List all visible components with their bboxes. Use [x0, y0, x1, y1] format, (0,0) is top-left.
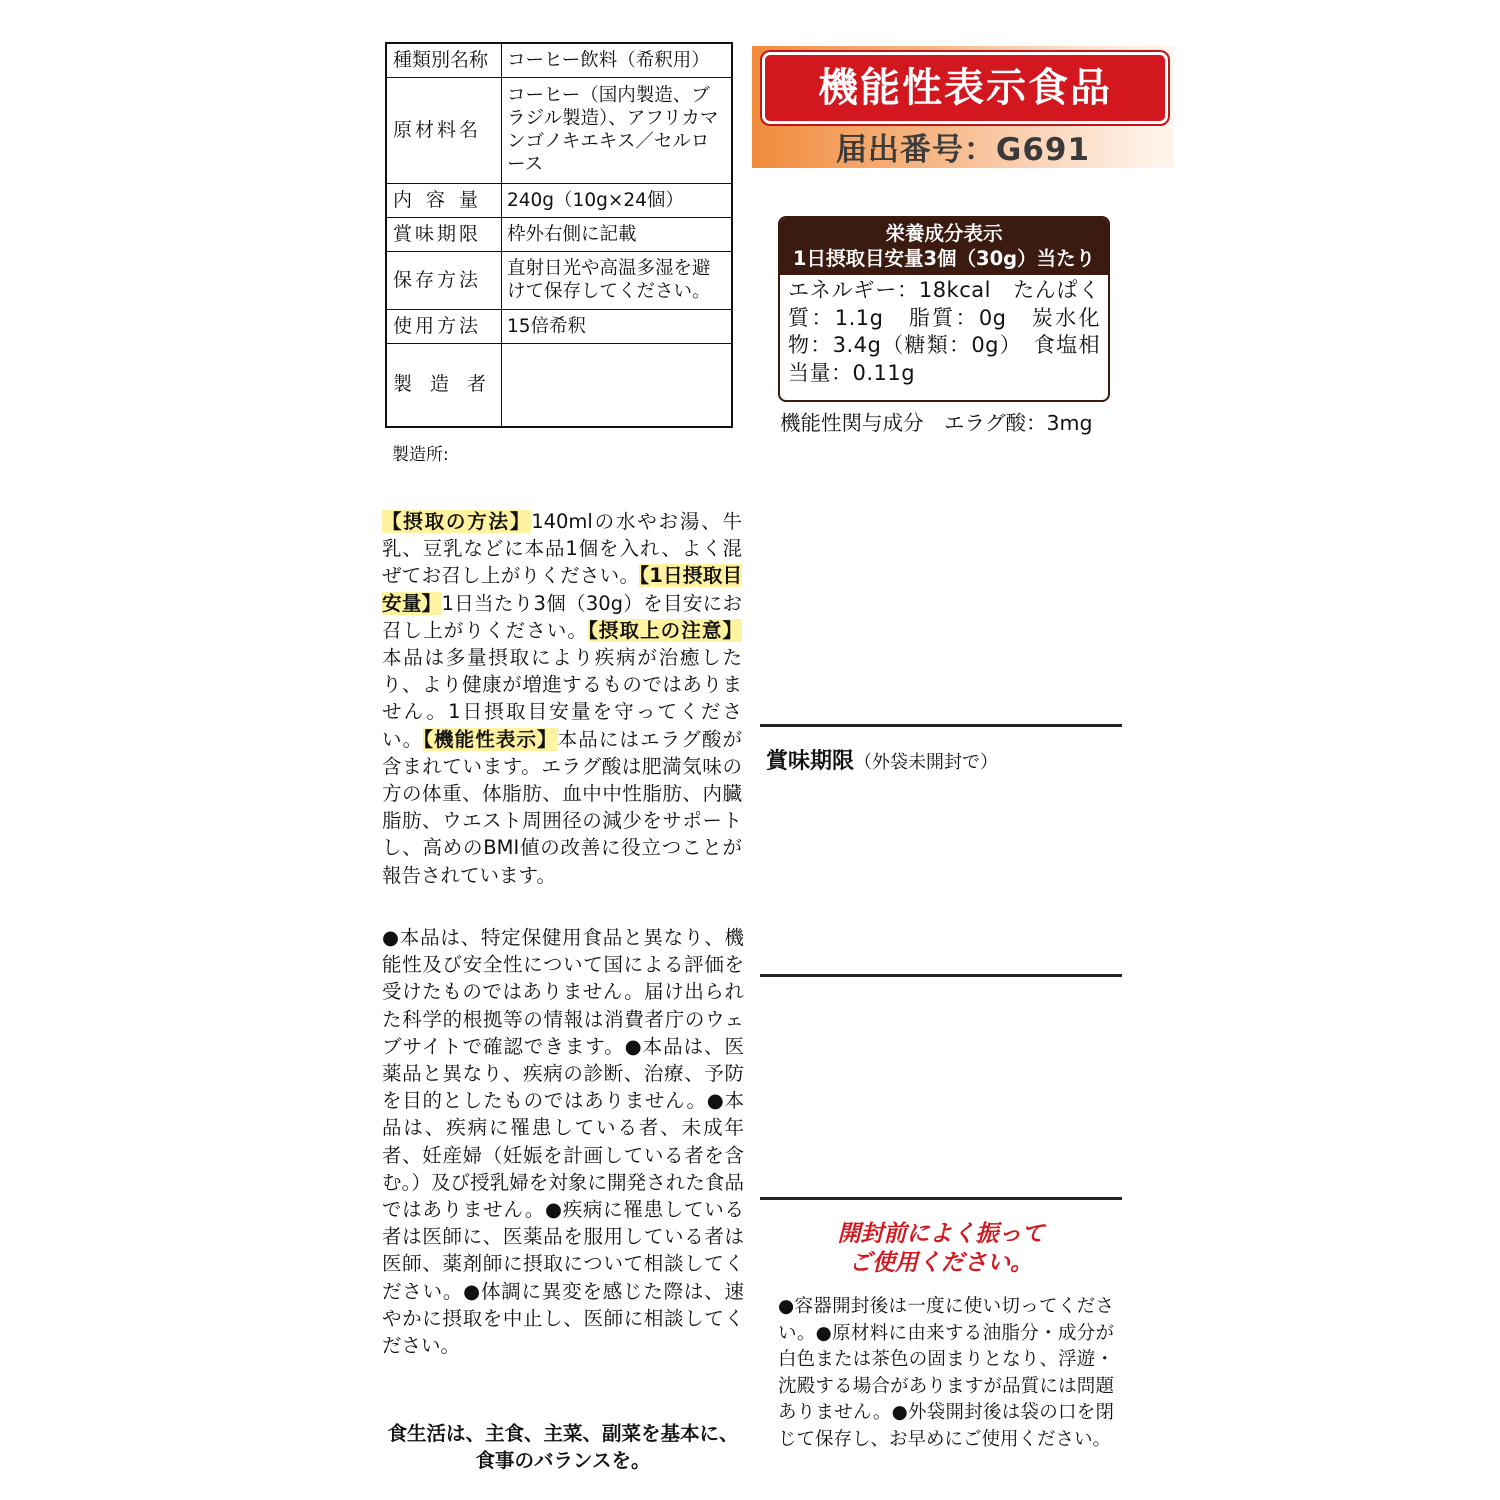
functional-food-title: 機能性表示食品 — [762, 52, 1168, 124]
intake-method-heading: 【摂取の方法】 — [382, 510, 532, 533]
label-row-type — [386, 43, 732, 77]
shake-line-1: 開封前によく振って — [837, 1221, 1045, 1247]
daily-amount-heading: 【1日摂取目安量】 — [382, 564, 742, 615]
label-key: 種類別名称 — [386, 43, 502, 77]
label-value: 240g（10g×24個） — [502, 183, 733, 217]
factory-note: 製造所: — [392, 445, 449, 465]
label-value: 15倍希釈 — [502, 309, 733, 343]
intake-caution-text: 本品は多量摂取により疾病が治癒したり、より健康が増進するものではありません。1日摂取目安量を守ってください。 — [382, 646, 742, 751]
intake-caution-heading: 【摂取上の注意】 — [588, 618, 742, 642]
diet-line-1: 食生活は、主食、主菜、副菜を基本に、 — [387, 1422, 739, 1445]
label-row-content — [386, 183, 732, 217]
intake-method-text: 140mlの水やお湯、牛乳、豆乳などに本品1個を入れ、よく混ぜてお召し上がりください。 — [382, 510, 742, 588]
best-before-note: （外袋未開封で） — [854, 752, 999, 773]
divider — [760, 724, 1122, 727]
intake-instructions — [382, 508, 742, 889]
label-row-bestbefore — [386, 217, 732, 251]
diet-line-2: 食事のバランスを。 — [475, 1449, 651, 1472]
caution-text: ●本品は、特定保健用食品と異なり、機能性及び安全性について国による評価を受けたものではありません。届け出られた科学的根拠等の情報は消費者庁のウェブサイトで確認できます。●本品は、医薬品と異なり、疾病の診断、治療、予防を目的としたものではありません。●本品は、疾病に罹患している者、未成年者、妊産婦（妊娠を計画している者を含む。）及び授乳婦を対象に開発された食品ではありません。●疾病に罹患している者は医師に、医薬品を服用している者は医師、薬剤師に摂取について相談してください。●体調に異変を感じた際は、速やかに摂取を中止し、医師に相談してください。 — [382, 926, 744, 1358]
divider — [760, 974, 1122, 977]
shake-notice — [760, 1220, 1122, 1278]
best-before-title: 賞味期限 — [766, 749, 855, 774]
after-opening-notes: ●容器開封後は一度に使い切ってください。●原材料に由来する油脂分・成分が白色または茶色の固まりとなり、浮遊・沈殿する場合がありますが品質には問題ありません。●外袋開封後は袋の口を閉じて保存し、お早めにご使用ください。 — [778, 1296, 1114, 1450]
divider — [760, 1197, 1122, 1200]
label-row-maker — [386, 343, 732, 427]
nutrition-facts-box — [778, 216, 1110, 402]
nutrition-title: 栄養成分表示 — [885, 222, 1003, 245]
label-value: 直射日光や高温多湿を避けて保存してください。 — [502, 251, 733, 309]
shake-line-2: ご使用ください。 — [849, 1250, 1033, 1276]
nutrition-serving: 1日摂取目安量3個（30g）当たり — [792, 247, 1096, 270]
functional-claim-text: 本品にはエラグ酸が含まれています。エラグ酸は肥満気味の方の体重、体脂肪、血中中性脂肪、内臓脂肪、ウエスト周囲径の減少をサポートし、高めのBMI値の改善に役立つことが報告されています。 — [382, 727, 742, 887]
product-label-table — [385, 42, 733, 428]
functional-claim-heading: 【機能性表示】 — [423, 727, 558, 751]
functional-food-badge — [752, 46, 1174, 168]
diet-message — [382, 1420, 744, 1474]
label-row-usage — [386, 309, 732, 343]
label-key: 賞味期限 — [386, 217, 502, 251]
notification-number: 届出番号：G691 — [835, 132, 1091, 168]
label-value — [502, 343, 733, 427]
label-value: コーヒー飲料（希釈用） — [502, 43, 733, 77]
daily-amount-text: 1日当たり3個（30g）を目安にお召し上がりください。 — [382, 591, 742, 642]
label-key: 内容量 — [386, 183, 502, 217]
label-key: 保存方法 — [386, 251, 502, 309]
nutrition-values: エネルギー：18kcal たんぱく質：1.1g 脂質：0g 炭水化物：3.4g（糖類：0g） 食塩相当量：0.11g — [788, 278, 1100, 385]
functional-ingredient: 機能性関与成分 エラグ酸：3mg — [780, 411, 1093, 435]
label-row-ingredients — [386, 77, 732, 183]
label-key: 製造者 — [386, 343, 502, 427]
label-key: 使用方法 — [386, 309, 502, 343]
nutrition-header — [780, 218, 1108, 275]
best-before-label — [766, 744, 998, 775]
label-value: コーヒー（国内製造、ブラジル製造）、アフリカマンゴノキエキス／セルロース — [502, 77, 733, 183]
label-key: 原材料名 — [386, 77, 502, 183]
label-row-storage — [386, 251, 732, 309]
label-value: 枠外右側に記載 — [502, 217, 733, 251]
